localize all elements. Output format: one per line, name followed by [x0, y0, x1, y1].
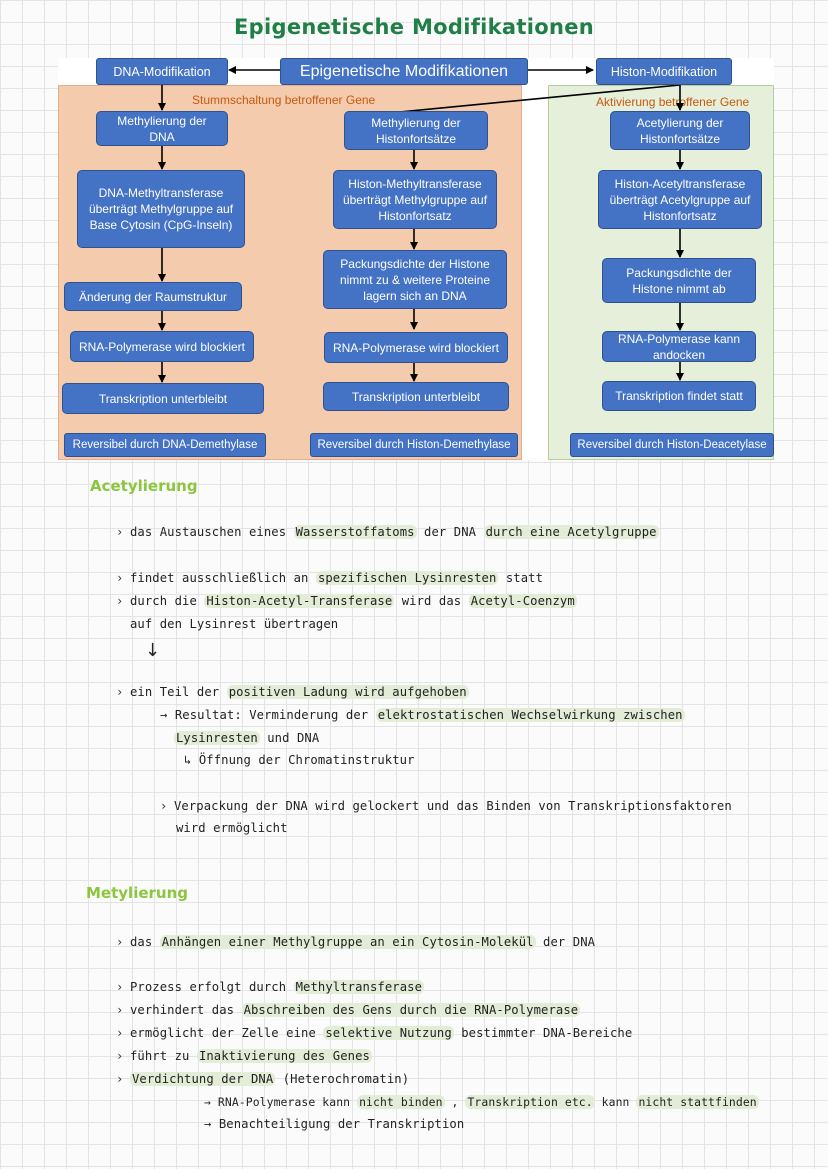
acetylierung-heading: Acetylierung — [90, 477, 198, 495]
methyl-note-5: › führt zu Inaktivierung des Genes — [116, 1049, 370, 1063]
activation-caption: Aktivierung betroffener Gene — [596, 95, 750, 109]
silencing-caption: Stummschaltung betroffener Gene — [192, 93, 376, 107]
down-arrow-icon: ↓ — [145, 640, 161, 661]
transcription-stops-box-1: Transkription unterbleibt — [62, 383, 264, 414]
rna-polymerase-blocked-box-1: RNA-Polymerase wird blockiert — [70, 331, 254, 362]
root-box: Epigenetische Modifikationen — [280, 58, 528, 85]
packing-density-increase-box: Packungsdichte der Histone nimmt zu & weitere Proteine lagern sich an DNA — [323, 250, 507, 309]
reversible-histone-demethylase-box: Reversibel durch Histon-Demethylase — [310, 433, 518, 457]
dna-methylation-box: Methylierung der DNA — [96, 111, 228, 146]
methyl-note-6: › Verdichtung der DNA (Heterochromatin) — [116, 1072, 410, 1086]
dna-methyltransferase-box: DNA-Methyltransferase überträgt Methylgruppe auf Base Cytosin (CpG-Inseln) — [77, 170, 245, 248]
methyl-note-3: › verhindert das Abschreiben des Gens durch die RNA-Polymerase — [116, 1003, 579, 1017]
histone-methylation-box: Methylierung der Histonfortsätze — [344, 111, 488, 150]
methyl-note-7: → RNA-Polymerase kann nicht binden , Transkription etc. kann nicht stattfinden — [204, 1095, 757, 1109]
epigenetics-flowchart — [58, 58, 774, 460]
reversible-histone-deacetylase-box: Reversibel durch Histon-Deacetylase — [570, 433, 774, 457]
acetyl-note-7-cont: wird ermöglicht — [176, 821, 288, 835]
rna-polymerase-blocked-box-2: RNA-Polymerase wird blockiert — [324, 332, 508, 363]
histone-methyltransferase-box: Histon-Methyltransferase überträgt Methylgruppe auf Histonfortsatz — [333, 170, 497, 229]
acetyl-note-5: → Resultat: Verminderung der elektrostatischen Wechselwirkung zwischen — [160, 708, 683, 722]
acetyl-note-3-cont: auf den Lysinrest übertragen — [130, 617, 339, 631]
transcription-occurs-box: Transkription findet statt — [602, 381, 756, 411]
histone-acetyltransferase-box: Histon-Acetyltransferase überträgt Acetylgruppe auf Histonfortsatz — [598, 170, 762, 229]
dna-modification-box: DNA-Modifikation — [96, 58, 228, 85]
methyl-note-8: → Benachteiligung der Transkription — [204, 1117, 465, 1131]
metylierung-heading: Metylierung — [86, 884, 188, 902]
transcription-stops-box-2: Transkription unterbleibt — [323, 382, 509, 411]
reversible-dna-demethylase-box: Reversibel durch DNA-Demethylase — [64, 433, 266, 457]
acetyl-note-1: › das Austauschen eines Wasserstoffatoms der DNA durch eine Acetylgruppe — [116, 525, 657, 539]
acetyl-note-2: › findet ausschließlich an spezifischen Lysinresten statt — [116, 571, 544, 585]
page-title: Epigenetische Modifikationen — [234, 15, 594, 39]
methyl-note-2: › Prozess erfolgt durch Methyltransferase — [116, 980, 423, 994]
acetyl-note-4: › ein Teil der positiven Ladung wird aufgehoben — [116, 685, 467, 699]
methyl-note-4: › ermöglicht der Zelle eine selektive Nutzung bestimmter DNA-Bereiche — [116, 1026, 633, 1040]
spatial-structure-box: Änderung der Raumstruktur — [64, 282, 242, 311]
acetyl-note-3: › durch die Histon-Acetyl-Transferase wird das Acetyl-Coenzym — [116, 594, 575, 608]
acetyl-note-6: ↳ Öffnung der Chromatinstruktur — [184, 753, 415, 767]
histone-acetylation-box: Acetylierung der Histonfortsätze — [610, 111, 750, 150]
packing-density-decrease-box: Packungsdichte der Histone nimmt ab — [602, 258, 756, 303]
methyl-note-1: › das Anhängen einer Methylgruppe an ein Cytosin-Molekül der DNA — [116, 935, 596, 949]
rna-polymerase-docks-box: RNA-Polymerase kann andocken — [602, 331, 756, 362]
acetyl-note-7: › Verpackung der DNA wird gelockert und das Binden von Transkriptionsfaktoren — [160, 799, 732, 813]
histone-modification-box: Histon-Modifikation — [596, 58, 732, 85]
acetyl-note-5-cont: Lysinresten und DNA — [176, 731, 320, 745]
